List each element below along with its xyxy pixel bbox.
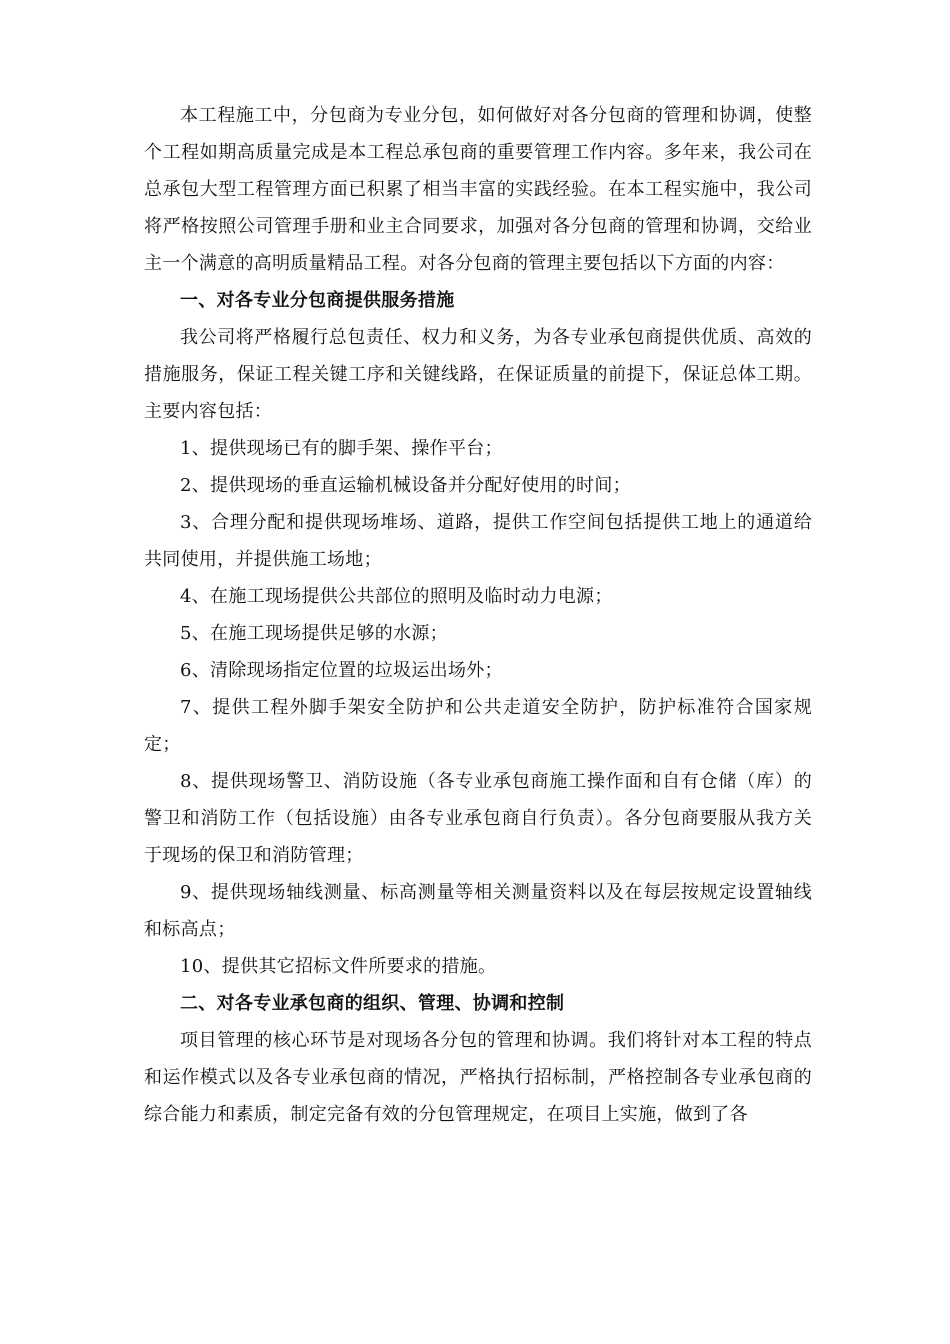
list-item-3: 3、合理分配和提供现场堆场、道路，提供工作空间包括提供工地上的通道给共同使用，并提供施工场地； [144,512,812,570]
list-item-7: 7、提供工程外脚手架安全防护和公共走道安全防护，防护标准符合国家规定； [144,697,812,755]
section-1-heading: 一、对各专业分包商提供服务措施 [180,290,455,311]
section-2-heading: 二、对各专业承包商的组织、管理、协调和控制 [180,993,565,1014]
document-page [144,97,812,1133]
list-item-8: 8、提供现场警卫、消防设施（各专业承包商施工操作面和自有仓储（库）的警卫和消防工作（包括设施）由各专业承包商自行负责）。各分包商要服从我方关于现场的保卫和消防管理； [144,771,812,866]
list-item-6: 6、清除现场指定位置的垃圾运出场外； [180,660,503,681]
list-item-5: 5、在施工现场提供足够的水源； [180,623,448,644]
list-item-4: 4、在施工现场提供公共部位的照明及临时动力电源； [180,586,613,607]
section-2-intro: 项目管理的核心环节是对现场各分包的管理和协调。我们将针对本工程的特点和运作模式以及各专业承包商的情况，严格执行招标制，严格控制各专业承包商的综合能力和素质，制定完备有效的分包管理规定，在项目上实施，做到了各 [144,1030,812,1125]
list-item-1: 1、提供现场已有的脚手架、操作平台； [180,438,503,459]
list-item-2: 2、提供现场的垂直运输机械设备并分配好使用的时间； [180,475,631,496]
list-item-9: 9、提供现场轴线测量、标高测量等相关测量资料以及在每层按规定设置轴线和标高点； [144,882,812,940]
list-item-10: 10、提供其它招标文件所要求的措施。 [180,956,497,977]
section-1-intro: 我公司将严格履行总包责任、权力和义务，为各专业承包商提供优质、高效的措施服务，保证工程关键工序和关键线路，在保证质量的前提下，保证总体工期。主要内容包括： [144,327,812,422]
intro-paragraph: 本工程施工中，分包商为专业分包，如何做好对各分包商的管理和协调，使整个工程如期高质量完成是本工程总承包商的重要管理工作内容。多年来，我公司在总承包大型工程管理方面已积累了相当丰富的实践经验。在本工程实施中，我公司将严格按照公司管理手册和业主合同要求，加强对各分包商的管理和协调，交给业主一个满意的高明质量精品工程。对各分包商的管理主要包括以下方面的内容： [144,105,812,274]
